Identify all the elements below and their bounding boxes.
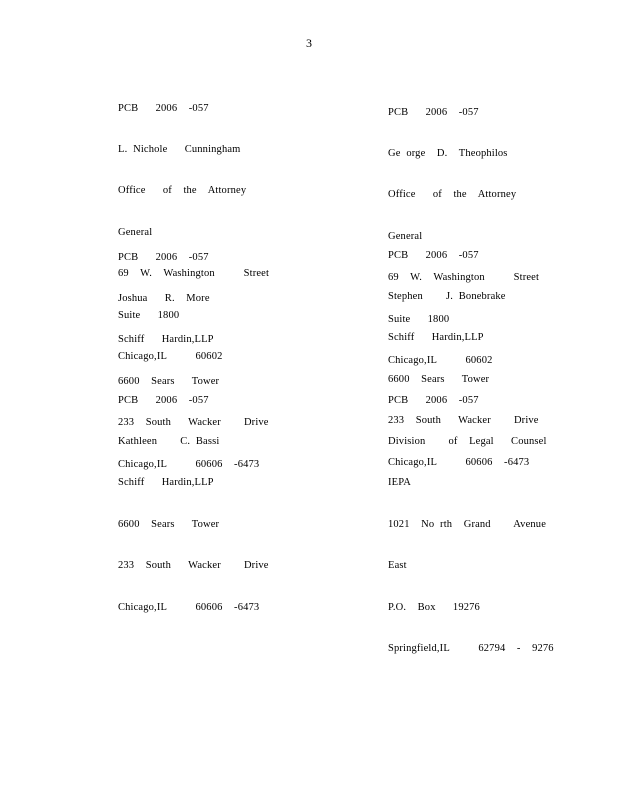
- address-line: 233 South Wacker Drive: [118, 417, 269, 429]
- address-line: PCB 2006 -057: [118, 102, 209, 114]
- address-line: 69 W. Washington Street: [388, 272, 540, 284]
- address-line: Office of the Attorney: [118, 185, 247, 197]
- address-line: 233 South Wacker Drive: [388, 415, 539, 427]
- address-line: PCB 2006 -057: [118, 394, 209, 406]
- address-line: Stephen J. Bonebrake: [388, 290, 506, 302]
- address-line: Suite 1800: [388, 313, 450, 325]
- page-number: 3: [306, 36, 312, 50]
- address-line: Division of Legal Counsel: [388, 435, 547, 447]
- address-line: Ge orge D. Theophilos: [388, 147, 508, 159]
- address-line: Chicago,IL 60602: [388, 354, 493, 366]
- address-line: Chicago,IL 60606 -6473: [118, 601, 260, 613]
- address-line: L. Nichole Cunningham: [118, 143, 241, 155]
- address-line: Springfield,IL 62794 - 9276: [388, 642, 554, 654]
- address-line: PCB 2006 -057: [118, 251, 209, 263]
- service-address-bassi: [118, 366, 269, 628]
- address-line: PCB 2006 -057: [388, 394, 479, 406]
- address-line: Suite 1800: [118, 309, 180, 321]
- address-line: Schiff Hardin,LLP: [118, 477, 214, 489]
- address-line: Schiff Hardin,LLP: [388, 332, 484, 344]
- address-line: P.O. Box 19276: [388, 601, 480, 613]
- address-line: PCB 2006 -057: [388, 106, 479, 118]
- address-line: General: [388, 230, 423, 242]
- address-line: Kathleen C. Bassi: [118, 435, 220, 447]
- address-line: 233 South Wacker Drive: [118, 560, 269, 572]
- address-line: Schiff Hardin,LLP: [118, 334, 214, 346]
- address-line: PCB 2006 -057: [388, 249, 479, 261]
- address-line: Chicago,IL 60606 -6473: [118, 458, 260, 470]
- address-line: 6600 Sears Tower: [118, 375, 220, 387]
- service-address-iepa-legal-counsel: [388, 366, 554, 670]
- address-line: East: [388, 560, 407, 572]
- address-line: Chicago,IL 60606 -6473: [388, 456, 530, 468]
- address-line: General: [118, 226, 153, 238]
- address-line: 69 W. Washington Street: [118, 268, 270, 280]
- address-line: 6600 Sears Tower: [118, 518, 220, 530]
- address-line: Office of the Attorney: [388, 189, 517, 201]
- address-line: Joshua R. More: [118, 292, 210, 304]
- address-line: 1021 No rth Grand Avenue: [388, 518, 547, 530]
- address-line: IEPA: [388, 477, 411, 489]
- address-line: Chicago,IL 60602: [118, 350, 223, 362]
- address-line: 6600 Sears Tower: [388, 373, 490, 385]
